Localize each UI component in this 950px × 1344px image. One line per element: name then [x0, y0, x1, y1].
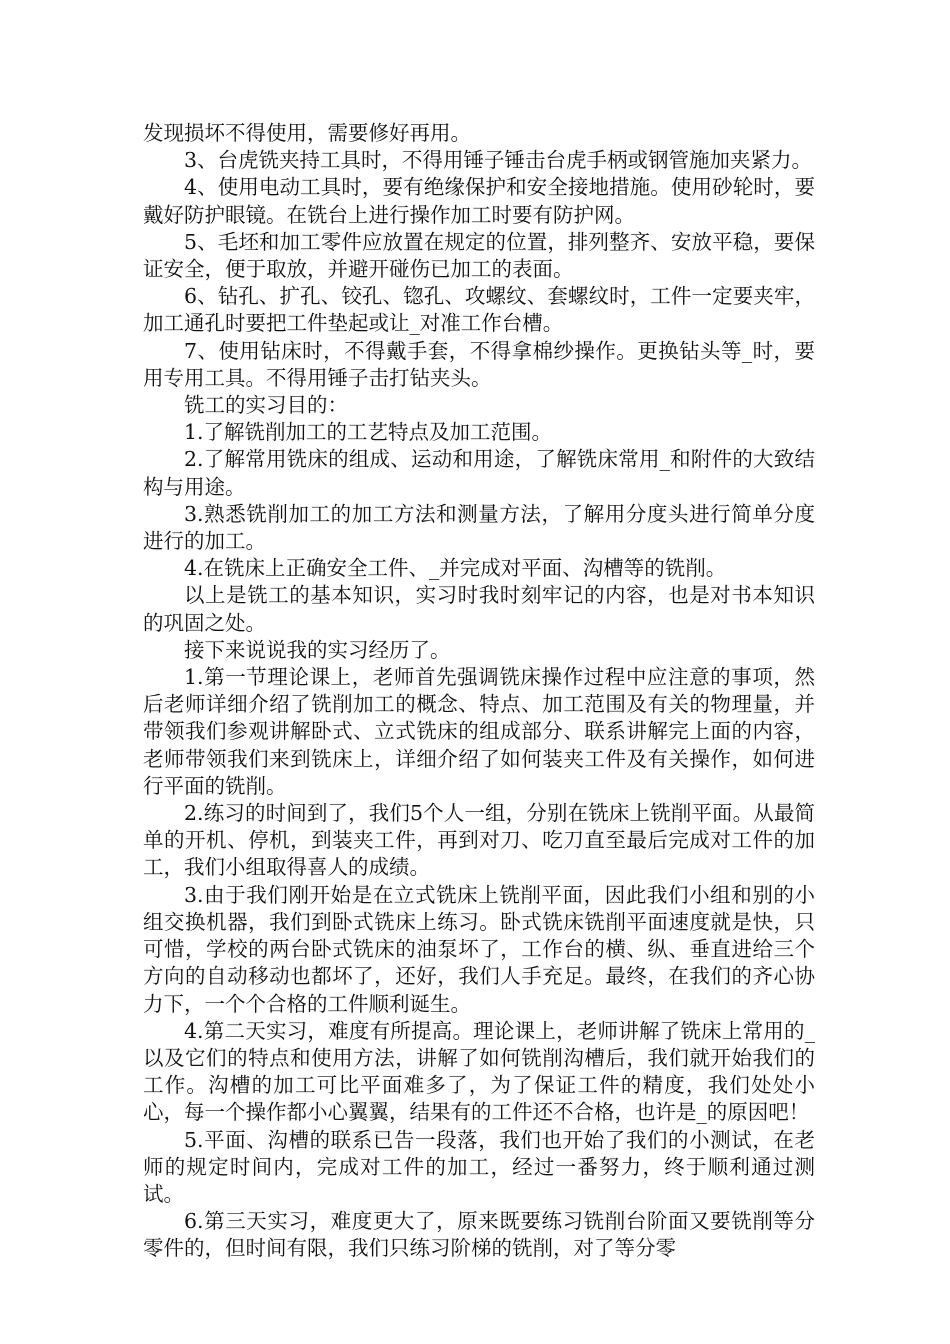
- list-item: 2.了解常用铣床的组成、运动和用途，了解铣床常用_和附件的大致结构与用途。: [143, 447, 815, 499]
- section-heading: 铣工的实习目的：: [184, 393, 348, 418]
- paragraph: 3、台虎铣夹持工具时，不得用锤子锤击台虎手柄或钢管施加夹紧力。: [184, 148, 813, 173]
- paragraph: 6、钻孔、扩孔、铰孔、锪孔、攻螺纹、套螺纹时，工件一定要夹牢，加工通孔时要把工件垫起或让_对准工作台槽。: [143, 284, 815, 336]
- paragraph: 5、毛坯和加工零件应放置在规定的位置，排列整齐、安放平稳，要保证安全，便于取放，并避开碰伤已加工的表面。: [143, 229, 815, 282]
- paragraph: 以上是铣工的基本知识，实习时我时刻牢记的内容，也是对书本知识的巩固之处。: [143, 583, 815, 635]
- list-item: 3.由于我们刚开始是在立式铣床上铣削平面，因此我们小组和别的小组交换机器，我们到卧式铣床上练习。卧式铣床铣削平面速度就是快，只可惜，学校的两台卧式铣床的油泵坏了，工作台的横、纵、垂直进给三个方向的自动移动也都坏了，还好，我们人手充足。最终，在我们的齐心协力下，一个个合格的工件顺利诞生。: [143, 882, 815, 1016]
- list-item: 1.了解铣削加工的工艺特点及加工范围。: [184, 420, 553, 445]
- list-item: 3.熟悉铣削加工的加工方法和测量方法，了解用分度头进行简单分度进行的加工。: [143, 501, 815, 554]
- paragraph: 接下来说说我的实习经历了。: [184, 637, 451, 662]
- paragraph: 发现损坏不得使用，需要修好再用。: [143, 121, 471, 145]
- list-item: 4.在铣床上正确安全工件、_并完成对平面、沟槽等的铣削。: [184, 556, 727, 581]
- paragraph: 4、使用电动工具时，要有绝缘保护和安全接地措施。使用砂轮时，要戴好防护眼镜。在铣台上进行操作加工时要有防护网。: [143, 175, 815, 227]
- list-item: 6.第三天实习，难度更大了，原来既要练习铣削台阶面又要铣削等分零件的，但时间有限，我们只练习阶梯的铣削，对了等分零: [143, 1209, 815, 1261]
- list-item: 4.第二天实习，难度有所提高。理论课上，老师讲解了铣床上常用的_以及它们的特点和使用方法，讲解了如何铣削沟槽后，我们就开始我们的工作。沟槽的加工可比平面难多了，为了保证工件的精度，我们处处小心，每一个操作都小心翼翼，结果有的工件还不合格，也许是_的原因吧！: [143, 1018, 815, 1125]
- list-item: 1.第一节理论课上，老师首先强调铣床操作过程中应注意的事项，然后老师详细介绍了铣削加工的概念、特点、加工范围及有关的物理量，并带领我们参观讲解卧式、立式铣床的组成部分、联系讲解完上面的内容，老师带领我们来到铣床上，详细介绍了如何装夹工件及有关操作，如何进行平面的铣削。: [143, 665, 815, 798]
- document-page: [143, 120, 815, 1263]
- paragraph: 7、使用钻床时，不得戴手套，不得拿棉纱操作。更换钻头等_时，要用专用工具。不得用锤子击打钻夹头。: [143, 338, 815, 390]
- list-item: 2.练习的时间到了，我们5个人一组，分别在铣床上铣削平面。从最简单的开机、停机，到装夹工件，再到对刀、吃刀直至最后完成对工件的加工，我们小组取得喜人的成绩。: [143, 801, 815, 880]
- list-item: 5.平面、沟槽的联系已告一段落，我们也开始了我们的小测试，在老师的规定时间内，完成对工件的加工，经过一番努力，终于顺利通过测试。: [143, 1127, 815, 1206]
